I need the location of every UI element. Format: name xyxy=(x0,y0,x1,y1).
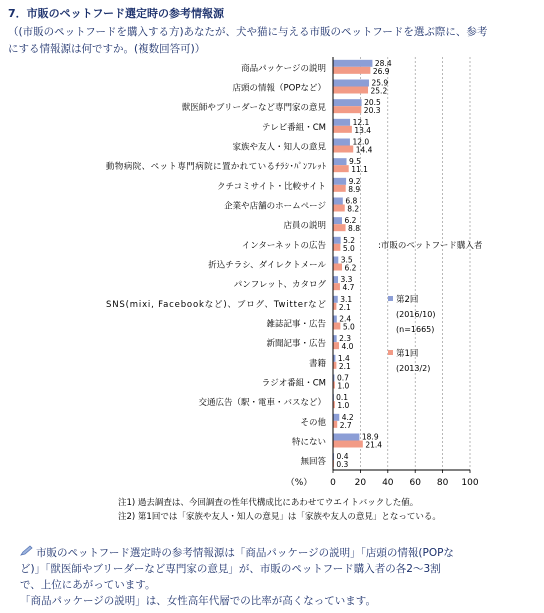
category-label: 特にない xyxy=(291,437,326,448)
bar-series-1 xyxy=(334,139,350,146)
bar-series-2 xyxy=(334,382,335,389)
bar-series-1 xyxy=(334,453,335,460)
x-tick-label: 40 xyxy=(382,478,394,488)
data-label-series-1: 5.2 xyxy=(343,235,356,245)
x-tick-label: 60 xyxy=(409,478,421,488)
data-label-series-2: 4.0 xyxy=(341,342,354,352)
category-label: 企業や店舗のホームページ xyxy=(224,201,326,212)
summary-line-2: ど)」「獣医師やブリーダーなど専門家の意見」が、市販のペットフード購入者の各2～3割 xyxy=(20,563,441,575)
data-label-series-2: 14.4 xyxy=(355,145,373,155)
bar-series-2 xyxy=(334,441,363,448)
data-label-series-2: 11.1 xyxy=(351,165,368,175)
category-label: 交通広告（駅・電車・バスなど） xyxy=(198,398,326,409)
data-label-series-2: 2.7 xyxy=(339,420,352,430)
summary-line-4: 「商品パッケージの説明」は、女性高年代層での比率が高くなっています。 xyxy=(20,595,376,607)
data-label-series-1: 4.2 xyxy=(341,412,354,422)
x-unit-label: （%） xyxy=(285,478,313,488)
legend-detail-series-2: (2013/2) xyxy=(396,364,431,373)
data-label-series-1: 20.5 xyxy=(364,98,381,108)
bar-series-2 xyxy=(334,401,335,408)
bar-series-2 xyxy=(334,421,338,428)
data-label-series-1: 2.4 xyxy=(339,314,352,324)
bar-series-1 xyxy=(334,335,337,342)
bar-series-2 xyxy=(334,362,337,369)
bar-series-1 xyxy=(334,99,362,106)
chart-notes xyxy=(118,496,441,524)
legend-detail-series-1: (2016/10) xyxy=(396,310,436,319)
data-label-series-2: 5.0 xyxy=(342,243,355,253)
data-label-series-1: 0.4 xyxy=(336,452,349,462)
note-2: 注2) 第1回では「家族や友人・知人の意見」は「家族や友人の意見」となっている。 xyxy=(118,512,441,522)
bar-series-1 xyxy=(334,217,342,224)
category-label: ラジオ番組・CM xyxy=(261,378,326,389)
category-label: クチコミサイト・比較サイト xyxy=(217,181,326,192)
pencil-icon xyxy=(20,545,36,561)
bar-series-2 xyxy=(334,303,337,310)
bar-series-2 xyxy=(334,185,346,192)
data-label-series-1: 18.9 xyxy=(361,432,379,442)
summary-line-1: 市販のペットフード選定時の参考情報源は「商品パッケージの説明」「店頭の情報(POPな xyxy=(20,545,540,561)
data-label-series-2: 13.4 xyxy=(354,125,372,135)
bar-series-1 xyxy=(334,119,351,126)
legend-label-series-1: 第2回 xyxy=(396,295,419,305)
bar-series-1 xyxy=(334,178,347,185)
bar-series-2 xyxy=(334,244,341,251)
x-tick-label: 100 xyxy=(461,478,479,488)
summary-line-3: で、上位にあがっています。 xyxy=(20,579,156,591)
category-label: 獣医師やブリーダーなど専門家の意見 xyxy=(181,103,326,114)
category-label: 家族や友人・知人の意見 xyxy=(232,142,326,153)
data-label-series-2: 2.1 xyxy=(338,361,351,371)
data-label-series-1: 0.7 xyxy=(336,373,349,383)
data-label-series-1: 2.3 xyxy=(339,334,352,344)
data-label-series-1: 3.3 xyxy=(340,275,353,285)
data-label-series-2: 0.3 xyxy=(336,460,349,470)
data-label-series-1: 25.9 xyxy=(371,78,389,88)
data-label-series-1: 12.1 xyxy=(352,117,370,127)
note-1: 注1) 過去調査は、今回調査の性年代構成比にあわせてウエイトバックした値。 xyxy=(118,498,419,508)
data-label-series-1: 1.4 xyxy=(337,353,350,363)
data-label-series-1: 3.1 xyxy=(340,294,353,304)
bar-series-2 xyxy=(334,323,341,330)
bar-series-1 xyxy=(334,414,340,421)
data-label-series-2: 25.2 xyxy=(370,86,388,96)
bar-series-2 xyxy=(334,106,362,113)
category-label: 店員の説明 xyxy=(283,221,326,232)
data-label-series-2: 4.7 xyxy=(342,283,355,293)
data-label-series-2: 8.2 xyxy=(347,204,360,214)
legend-swatch-series-2 xyxy=(388,350,393,355)
category-label: その他 xyxy=(300,417,326,428)
category-label: 商品パッケージの説明 xyxy=(241,63,326,74)
bar-series-1 xyxy=(334,375,335,382)
category-label: 動物病院、ペット専門病院に置かれているﾁﾗｼ･ﾊﾟﾝﾌﾚｯﾄ xyxy=(106,162,326,173)
bar-series-1 xyxy=(334,276,339,283)
bar-series-1 xyxy=(334,158,347,165)
bar-series-2 xyxy=(334,87,369,94)
category-label: パンフレット、カタログ xyxy=(233,280,326,291)
data-label-series-1: 6.8 xyxy=(345,196,358,206)
data-label-series-2: 20.3 xyxy=(363,106,381,116)
bar-series-2 xyxy=(334,126,352,133)
summary-text xyxy=(20,545,540,609)
data-label-series-1: 9.2 xyxy=(348,176,361,186)
data-label-series-1: 12.0 xyxy=(352,137,370,147)
bar-series-1 xyxy=(334,316,337,323)
bar-series-2 xyxy=(334,165,349,172)
category-label: インターネットの広告 xyxy=(241,240,326,251)
data-label-series-2: 1.0 xyxy=(337,401,350,411)
category-label: 折込チラシ、ダイレクトメール xyxy=(208,260,326,271)
data-label-series-2: 8.8 xyxy=(348,224,360,234)
data-label-series-2: 5.0 xyxy=(342,322,355,332)
legend-label-series-2: 第1回 xyxy=(396,349,419,359)
x-tick-label: 0 xyxy=(330,478,336,488)
bar-series-2 xyxy=(334,283,340,290)
category-label: 無回答 xyxy=(300,457,326,468)
bar-series-2 xyxy=(334,146,354,153)
bar-series-2 xyxy=(334,264,342,271)
bar-series-1 xyxy=(334,355,336,362)
data-label-series-1: 3.5 xyxy=(340,255,353,265)
group-label: :市販のペットフード購入者 xyxy=(378,241,483,251)
bar-series-1 xyxy=(334,434,360,441)
category-label: 店頭の情報（POPなど） xyxy=(232,83,326,94)
data-label-series-2: 8.9 xyxy=(348,184,361,194)
category-label: SNS(mixi, Facebookなど)、ブログ、Twitterなど xyxy=(106,299,326,310)
data-label-series-2: 6.2 xyxy=(344,263,357,273)
bar-series-1 xyxy=(334,60,373,67)
bar-series-1 xyxy=(334,198,343,205)
data-label-series-2: 21.4 xyxy=(365,440,383,450)
legend-swatch-series-1 xyxy=(388,296,393,301)
category-label: 新聞記事・広告 xyxy=(266,339,326,350)
section-title: 7．市販のペットフード選定時の参考情報源 xyxy=(8,7,224,20)
x-tick-label: 80 xyxy=(436,478,449,488)
data-label-series-2: 2.1 xyxy=(338,302,351,312)
data-label-series-1: 28.4 xyxy=(374,58,392,68)
bar-series-2 xyxy=(334,67,371,74)
bar-series-2 xyxy=(334,342,339,349)
bar-series-2 xyxy=(334,205,345,212)
bar-series-1 xyxy=(334,296,338,303)
category-label: テレビ番組・CM xyxy=(261,122,326,133)
category-label: 書籍 xyxy=(308,358,326,369)
bar-series-1 xyxy=(334,80,369,87)
data-label-series-1: 6.2 xyxy=(344,216,357,226)
bar-series-1 xyxy=(334,257,339,264)
bar-series-2 xyxy=(334,224,346,231)
bar-series-1 xyxy=(334,237,341,244)
data-label-series-2: 1.0 xyxy=(337,381,350,391)
data-label-series-2: 26.9 xyxy=(372,66,390,76)
data-label-series-1: 0.1 xyxy=(336,393,349,403)
question-line-2: にする情報源は何ですか。(複数回答可)） xyxy=(8,43,206,55)
x-tick-label: 20 xyxy=(354,478,367,488)
category-label: 雑誌記事・広告 xyxy=(266,319,326,330)
data-label-series-1: 9.5 xyxy=(349,157,361,167)
question-line-1: （(市販のペットフードを購入する方)あなたが、犬や猫に与える市販のペットフードを選ぶ際に、参考 xyxy=(8,26,488,38)
legend-n-series-1: (n=1665) xyxy=(396,325,435,334)
